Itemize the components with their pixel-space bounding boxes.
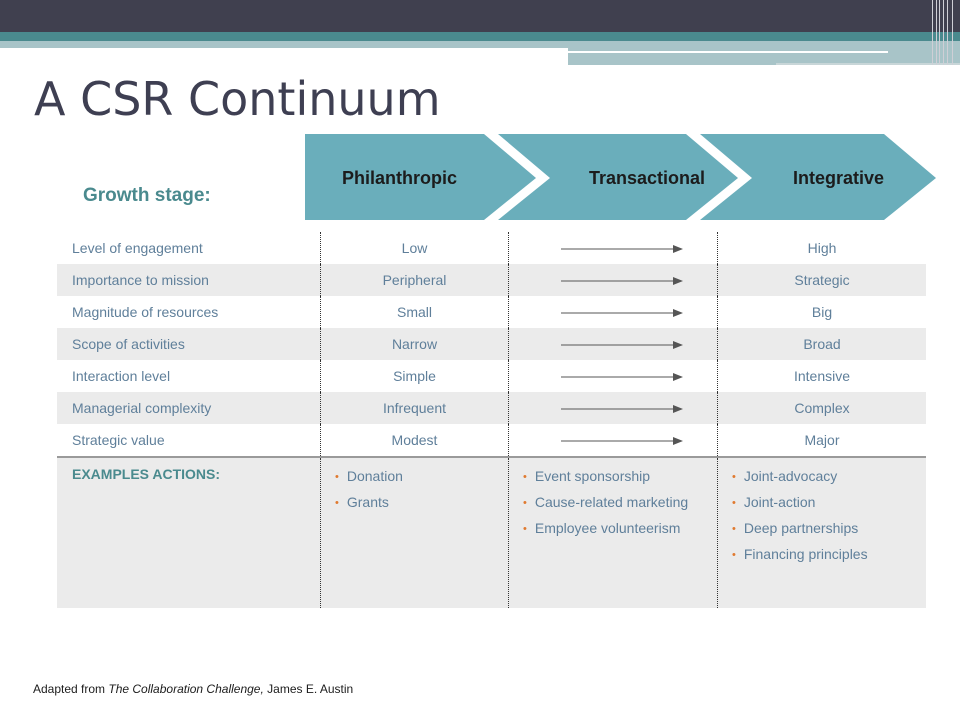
growth-stage-label: Growth stage: — [83, 185, 211, 206]
bullet-icon: • — [732, 497, 736, 509]
bullet-icon: • — [732, 523, 736, 535]
arrow-icon — [509, 296, 717, 328]
high-value: Major — [718, 424, 927, 457]
header-band-dark — [0, 0, 960, 32]
list-item: • Event sponsorship — [523, 468, 651, 484]
bullet-icon: • — [732, 471, 736, 483]
row-label: Managerial complexity — [57, 392, 321, 424]
low-value: Narrow — [321, 328, 509, 360]
bullet-icon: • — [523, 471, 527, 483]
row-label: Strategic value — [72, 432, 165, 448]
table-row — [57, 360, 926, 392]
examples-row — [57, 457, 926, 608]
stage-integrative: Integrative — [793, 168, 885, 188]
low-value: Simple — [321, 360, 509, 392]
source-citation: Adapted from The Collaboration Challenge, James E. Austin — [33, 682, 354, 696]
low-value: Low — [321, 232, 509, 264]
header-band-light — [0, 41, 568, 48]
row-label: Scope of activities — [57, 328, 321, 360]
arrow-icon — [509, 232, 717, 264]
list-item: • Grants — [335, 494, 389, 510]
continuum-table — [57, 232, 926, 608]
low-value: Small — [321, 296, 509, 328]
arrow-icon — [509, 392, 717, 424]
header-band-teal — [0, 32, 960, 41]
table-row — [57, 392, 926, 424]
table-row — [57, 296, 926, 328]
stage-transactional: Transactional — [589, 168, 706, 188]
row-label: Importance to mission — [57, 264, 321, 296]
high-value: Intensive — [718, 360, 927, 392]
row-label: Magnitude of resources — [72, 304, 219, 320]
high-value: Strategic — [718, 264, 927, 296]
arrow-icon — [509, 360, 717, 392]
list-item: • Joint-action — [732, 494, 816, 510]
header-stripes — [930, 0, 960, 65]
bullet-icon: • — [732, 549, 736, 561]
list-item: • Donation — [335, 468, 403, 484]
table-row — [57, 328, 926, 360]
high-value: Complex — [718, 392, 927, 424]
table-row — [57, 424, 926, 457]
bullet-icon: • — [335, 497, 339, 509]
arrow-icon — [509, 424, 717, 456]
examples-integrative — [718, 457, 927, 608]
row-label: Level of engagement — [72, 240, 203, 256]
low-value: Modest — [321, 424, 509, 457]
table-row — [57, 264, 926, 296]
list-item: • Cause-related marketing — [523, 494, 689, 510]
examples-label: EXAMPLES ACTIONS: — [57, 457, 321, 608]
examples-philanthropic — [321, 457, 509, 608]
table-row — [57, 232, 926, 264]
list-item: • Deep partnerships — [732, 520, 859, 536]
stage-philanthropic: Philanthropic — [342, 168, 458, 188]
row-label: Interaction level — [72, 368, 171, 384]
list-item: • Financing principles — [732, 546, 868, 562]
high-value: Broad — [718, 328, 927, 360]
low-value: Infrequent — [321, 392, 509, 424]
arrow-icon — [509, 328, 717, 360]
bullet-icon: • — [523, 497, 527, 509]
high-value: Big — [718, 296, 927, 328]
list-item: • Joint-advocacy — [732, 468, 838, 484]
slide-title: A CSR Continuum — [34, 72, 441, 126]
low-value: Peripheral — [321, 264, 509, 296]
arrow-icon — [509, 264, 717, 296]
bullet-icon: • — [523, 523, 527, 535]
high-value: High — [718, 232, 927, 264]
list-item: • Employee volunteerism — [523, 520, 681, 536]
examples-transactional — [509, 457, 718, 608]
bullet-icon: • — [335, 471, 339, 483]
